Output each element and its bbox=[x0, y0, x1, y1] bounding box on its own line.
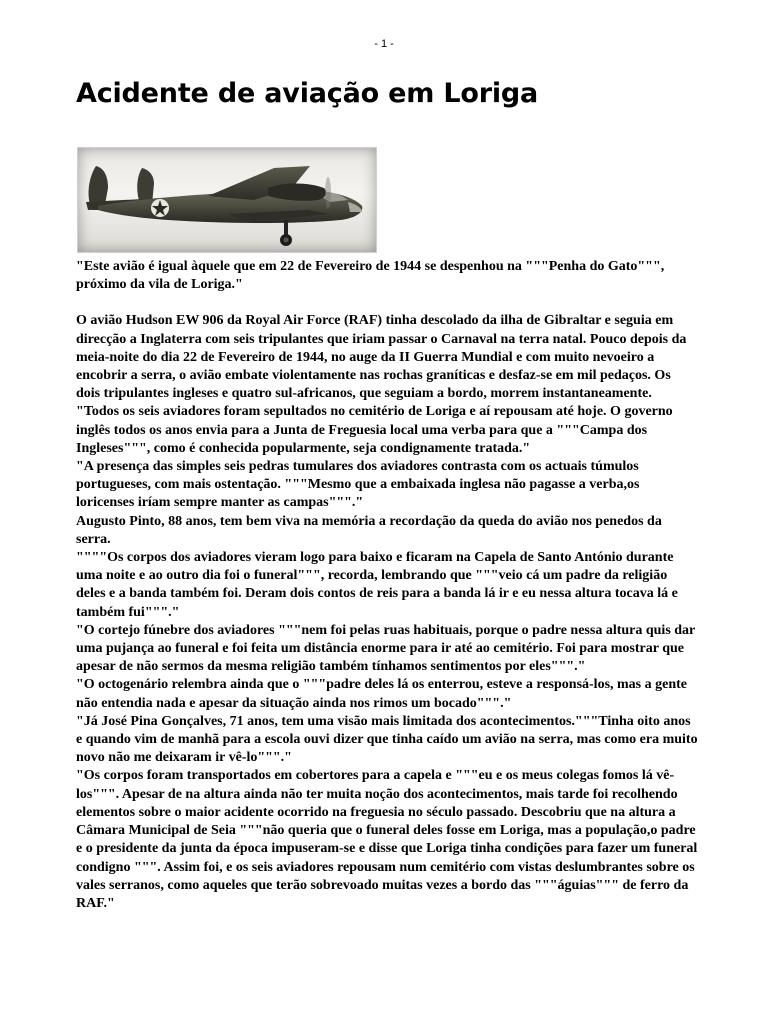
page-number: - 1 - bbox=[374, 38, 394, 50]
page-title: Acidente de aviação em Loriga bbox=[76, 78, 539, 109]
paragraph: "Os corpos foram transportados em cobertores para a capela e """eu e os meus colegas fomos lá vê-los""". Apesar de na altura ainda não ter muita noção dos acontecimentos, mais tarde foi recolhendo elementos sobre o maior acidente ocorrido na freguesia no século passado. Descobriu que na altura a Câmara Municipal de Seia """não queria que o funeral deles fosse em Loriga, mas a população,o padre e o presidente da junta da época impuseram-se e disse que Loriga tinha condições para fazer um funeral condigno """. Assim foi, e os seis aviadores repousam num cemitério com vistas deslumbrantes sobre os vales serranos, como aqueles que terão sobrevoado muitas vezes a bordo das """águias""" de ferro da RAF." bbox=[76, 768, 698, 911]
image-caption: "Este avião é igual àquele que em 22 de Fevereiro de 1944 se despenhou na """Penha do Gato""", próximo da vila de Loriga." bbox=[76, 259, 665, 293]
paragraph: Augusto Pinto, 88 anos, tem bem viva na memória a recordação da queda do avião nos penedos da serra. bbox=[76, 513, 662, 547]
aircraft-illustration bbox=[78, 148, 376, 252]
paragraph: """"Os corpos dos aviadores vieram logo para baixo e ficaram na Capela de Santo António durante uma noite e ao outro dia foi o funeral""", recorda, lembrando que """veio cá um padre da religião deles e a banda também foi. Deram dois contos de reis para a banda lá ir e eu nessa altura tocava lá e também fui"""." bbox=[76, 550, 678, 620]
paragraph: "Já José Pina Gonçalves, 71 anos, tem uma visão mais limitada dos acontecimentos."""Tinha oito anos e quando vim de manhã para a escola ouvi dizer que tinha caído um avião na serra, mas como era muito novo não me deixaram ir vê-lo"""." bbox=[76, 713, 698, 766]
aircraft-photo bbox=[77, 147, 377, 253]
paragraph: O avião Hudson EW 906 da Royal Air Force (RAF) tinha descolado da ilha de Gibraltar e seguia em direcção a Inglaterra com seis tripulantes que iriam passar o Carnaval na terra natal. Pouco depois da meia-noite do dia 22 de Fevereiro de 1944, no auge da II Guerra Mundial e com muito nevoeiro a encobrir a serra, o avião embate violentamente nas rochas graníticas e desfaz-se em mil pedaços. Os dois tripulantes ingleses e quatro sul-africanos, que seguiam a bordo, morrem instantaneamente. bbox=[76, 313, 687, 402]
article-body bbox=[76, 258, 698, 913]
paragraph: "O octogenário relembra ainda que o """padre deles lá os enterrou, esteve a responsá-los, mas a gente não entendia nada e apesar da situação ainda nos rimos um bocado"""." bbox=[76, 677, 688, 711]
paragraph: "A presença das simples seis pedras tumulares dos aviadores contrasta com os actuais túmulos portugueses, com mais ostentação. """Mesmo que a embaixada inglesa não pagasse a verba,os loricenses iríam sempre manter as campas"""." bbox=[76, 459, 640, 511]
paragraph: "O cortejo fúnebre dos aviadores """nem foi pelas ruas habituais, porque o padre nessa altura quis dar uma pujança ao funeral e foi feita um distância enorme para ir até ao cemitério. Foi para mostrar que apesar de não sermos da mesma religião também tínhamos sentimentos por eles"""." bbox=[76, 622, 696, 675]
paragraph: "Todos os seis aviadores foram sepultados no cemitério de Loriga e aí repousam até hoje. O governo inglês todos os anos envia para a Junta de Freguesia local uma verba para que a """Campa dos Ingleses""", como é conhecida popularmente, seja condignamente tratada." bbox=[76, 404, 673, 456]
